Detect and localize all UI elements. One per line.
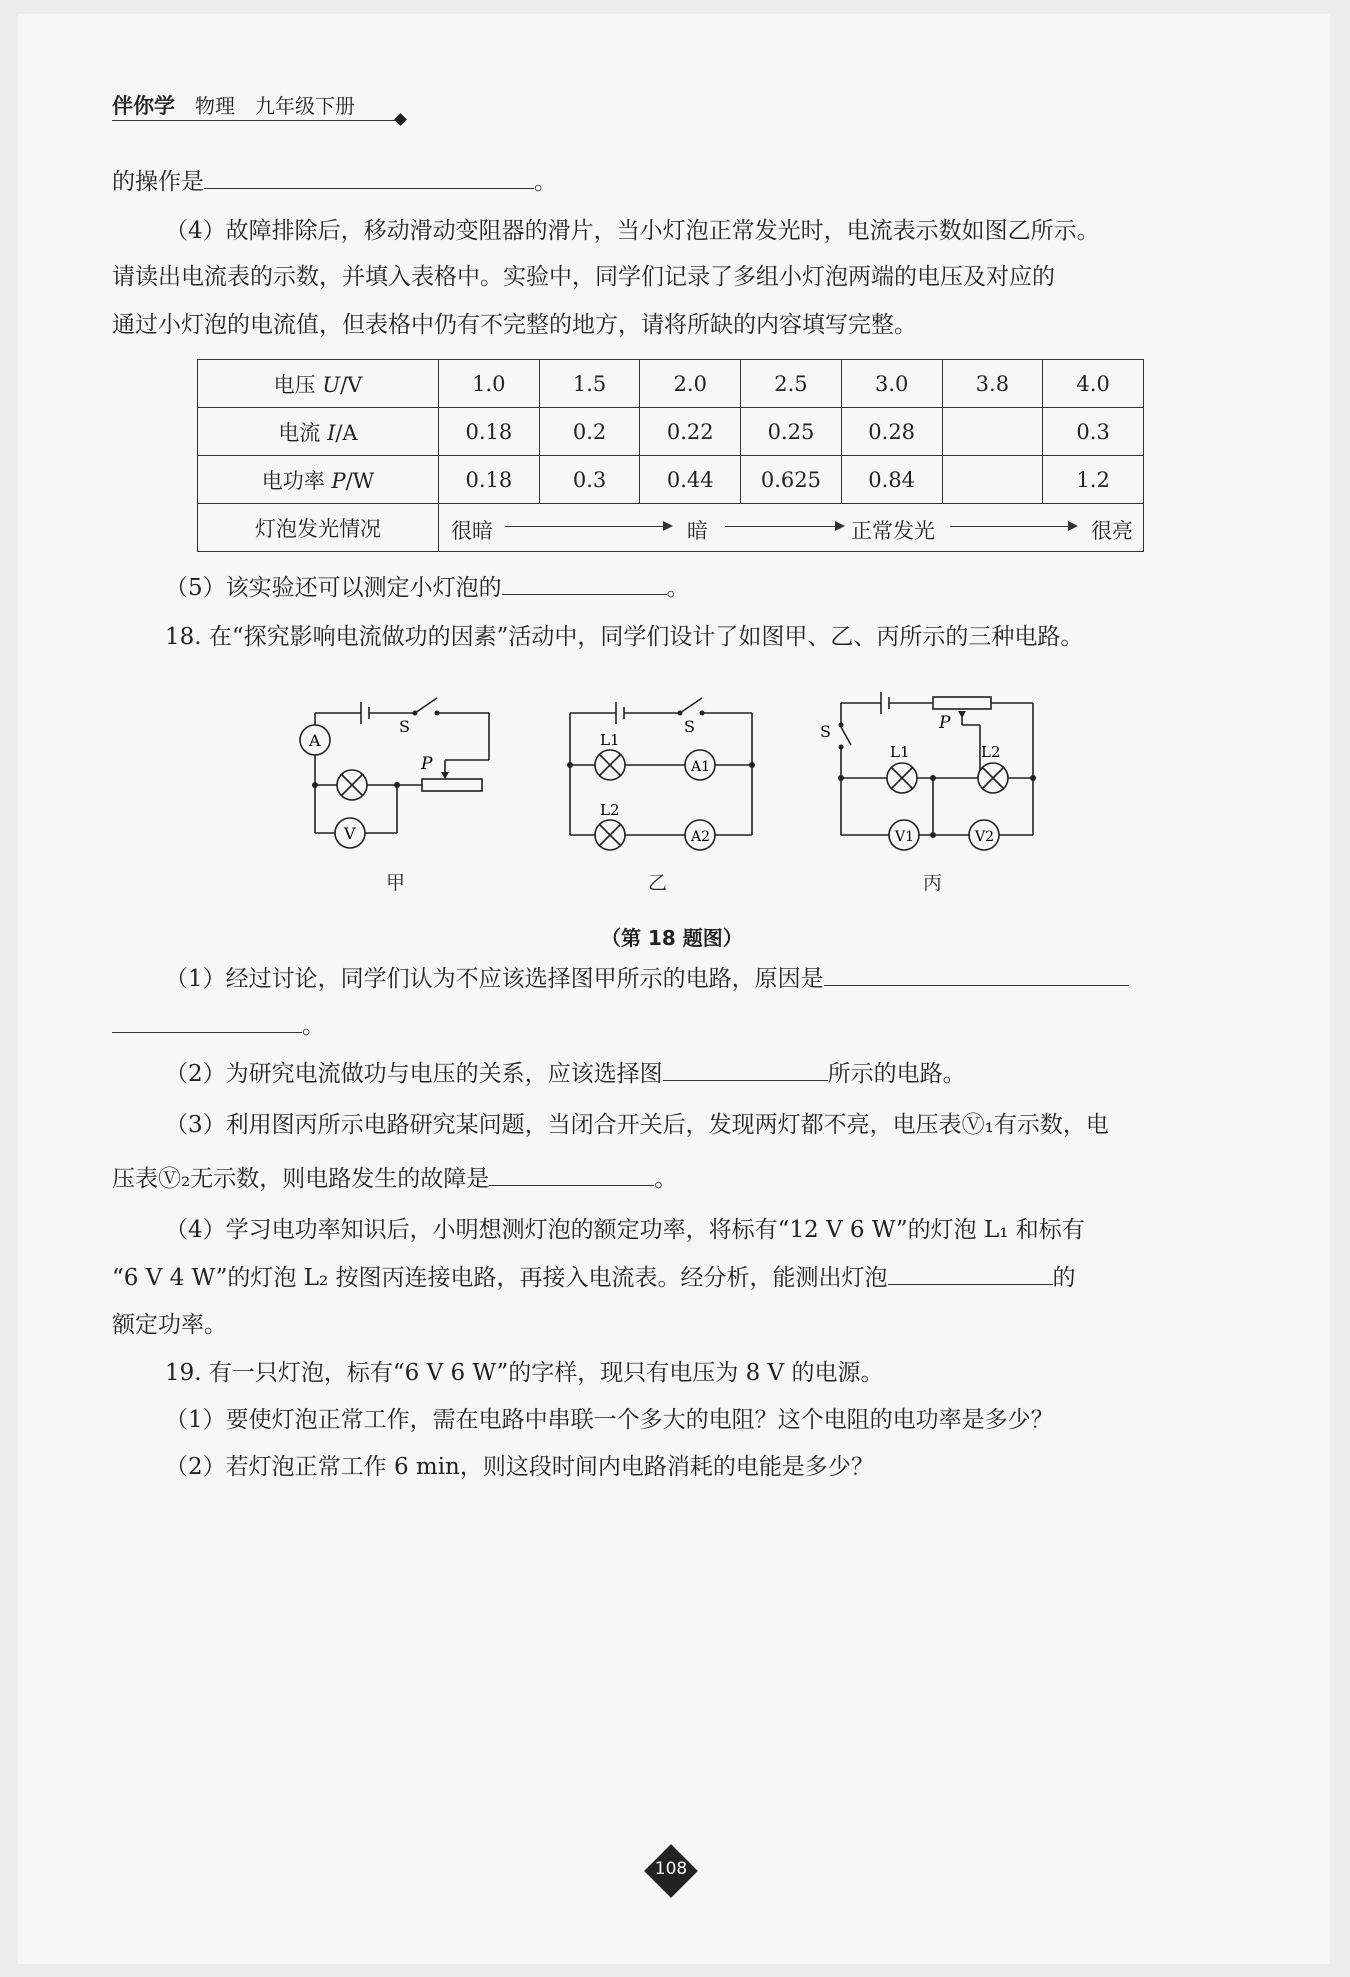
answer-cell[interactable] xyxy=(942,408,1043,456)
page-number: 108 xyxy=(645,1845,697,1897)
voltmeter-label: V xyxy=(344,824,356,843)
q17-p4-line1: （4）故障排除后，移动滑动变阻器的滑片，当小灯泡正常发光时，电流表示数如图乙所示。 xyxy=(165,218,1100,244)
table-row-power xyxy=(198,456,1144,504)
q18-stem: 18. 在“探究影响电流做功的因素”活动中，同学们设计了如图甲、乙、丙所示的三种电路。 xyxy=(165,624,1084,650)
q18-p4-line1: （4）学习电功率知识后，小明想测灯泡的额定功率，将标有“12 V 6 W”的灯泡 L₁ 和标有 xyxy=(165,1217,1085,1243)
arrow-icon xyxy=(950,526,1076,527)
answer-blank[interactable] xyxy=(489,1163,654,1186)
circuit-bing xyxy=(815,685,1045,860)
data-table xyxy=(197,359,1144,552)
answer-cell[interactable] xyxy=(942,456,1043,504)
table-row-light xyxy=(198,504,1144,552)
q19-stem: 19. 有一只灯泡，标有“6 V 6 W”的字样，现只有电压为 8 V 的电源。 xyxy=(165,1360,884,1386)
brand-title: 伴你学 xyxy=(112,94,175,118)
q18-p3-line1: （3）利用图丙所示电路研究某问题，当闭合开关后，发现两灯都不亮，电压表Ⓥ₁有示数，电 xyxy=(165,1112,1109,1138)
q18-p2: （2）为研究电流做功与电压的关系，应该选择图 所示的电路。 xyxy=(165,1058,966,1089)
q19-p1: （1）要使灯泡正常工作，需在电路中串联一个多大的电阻？这个电阻的电功率是多少？ xyxy=(165,1407,1054,1433)
table-cell: 0.84 xyxy=(841,456,942,504)
v1-label: V1 xyxy=(895,829,915,845)
row-header: 电功率 P/W xyxy=(198,456,439,504)
arrow-icon xyxy=(725,526,843,527)
q17-p4-line3: 通过小灯泡的电流值，但表格中仍有不完整的地方，请将所缺的内容填写完整。 xyxy=(112,312,917,338)
table-cell: 4.0 xyxy=(1043,360,1144,408)
answer-blank[interactable] xyxy=(824,963,1129,986)
table-cell: 0.3 xyxy=(1043,408,1144,456)
table-cell: 0.625 xyxy=(741,456,842,504)
answer-blank[interactable] xyxy=(502,572,667,595)
table-row-current xyxy=(198,408,1144,456)
subject-label: 物理 xyxy=(195,94,235,118)
circuit-jia xyxy=(295,690,505,855)
table-cell: 1.0 xyxy=(439,360,540,408)
a1-label: A1 xyxy=(691,759,711,775)
row-header: 电流 I/A xyxy=(198,408,439,456)
figure-label-yi: 乙 xyxy=(648,872,668,894)
table-cell: 1.2 xyxy=(1043,456,1144,504)
table-cell: 1.5 xyxy=(539,360,640,408)
a2-label: A2 xyxy=(691,829,711,845)
q18-p1-cont: 。 xyxy=(112,1010,325,1041)
q17-p4-line2: 请读出电流表的示数，并填入表格中。实验中，同学们记录了多组小灯泡两端的电压及对应的 xyxy=(112,264,1055,290)
stage-label: 很亮 xyxy=(1091,519,1133,543)
table-cell: 0.25 xyxy=(741,408,842,456)
table-cell: 0.22 xyxy=(640,408,741,456)
row-header: 灯泡发光情况 xyxy=(198,504,439,552)
lamp1-label: L1 xyxy=(600,731,620,749)
q17-continuation: 的操作是 。 xyxy=(112,166,557,197)
ammeter-label: A xyxy=(309,731,321,750)
lamp2-label: L2 xyxy=(981,743,1001,761)
switch-label: S xyxy=(820,722,831,741)
stage-label: 正常发光 xyxy=(851,519,935,543)
switch-label: S xyxy=(399,717,410,736)
header-rule xyxy=(112,120,400,121)
table-cell: 0.28 xyxy=(841,408,942,456)
answer-blank[interactable] xyxy=(663,1058,828,1081)
q18-p4-line3: 额定功率。 xyxy=(112,1312,227,1338)
table-cell: 3.0 xyxy=(841,360,942,408)
q17-p5: （5）该实验还可以测定小灯泡的 。 xyxy=(165,572,690,603)
circuit-yi xyxy=(560,690,760,855)
figure-label-jia: 甲 xyxy=(386,872,406,894)
table-cell: 0.3 xyxy=(539,456,640,504)
grade-label: 九年级下册 xyxy=(255,94,355,118)
running-header xyxy=(112,90,412,120)
table-cell: 0.44 xyxy=(640,456,741,504)
figure-caption: （第 18 题图） xyxy=(601,926,743,950)
table-cell: 0.18 xyxy=(439,408,540,456)
row-header: 电压 U/V xyxy=(198,360,439,408)
table-cell: 3.8 xyxy=(942,360,1043,408)
figure-label-bing: 丙 xyxy=(923,872,943,894)
q18-p1: （1）经过讨论，同学们认为不应该选择图甲所示的电路，原因是 xyxy=(165,963,1129,994)
table-cell: 2.0 xyxy=(640,360,741,408)
stage-label: 很暗 xyxy=(451,519,493,543)
v2-label: V2 xyxy=(975,829,995,845)
table-cell: 0.2 xyxy=(539,408,640,456)
q18-p3-line2: 压表Ⓥ₂无示数，则电路发生的故障是 。 xyxy=(112,1163,677,1194)
lamp2-label: L2 xyxy=(600,801,620,819)
lamp1-label: L1 xyxy=(890,743,910,761)
answer-blank[interactable] xyxy=(112,1010,302,1033)
stage-label: 暗 xyxy=(687,519,708,543)
light-trend-cell xyxy=(439,504,1144,552)
slider-label: P xyxy=(421,754,433,774)
q19-p2: （2）若灯泡正常工作 6 min，则这段时间内电路消耗的电能是多少？ xyxy=(165,1454,874,1480)
table-row-voltage xyxy=(198,360,1144,408)
table-cell: 0.18 xyxy=(439,456,540,504)
arrow-icon xyxy=(505,526,671,527)
table-cell: 2.5 xyxy=(741,360,842,408)
answer-blank[interactable] xyxy=(204,166,534,189)
answer-blank[interactable] xyxy=(888,1262,1053,1285)
switch-label: S xyxy=(684,717,695,736)
q18-p4-line2: “6 V 4 W”的灯泡 L₂ 按图丙连接电路，再接入电流表。经分析，能测出灯泡 的 xyxy=(112,1262,1076,1293)
slider-label: P xyxy=(939,713,951,733)
